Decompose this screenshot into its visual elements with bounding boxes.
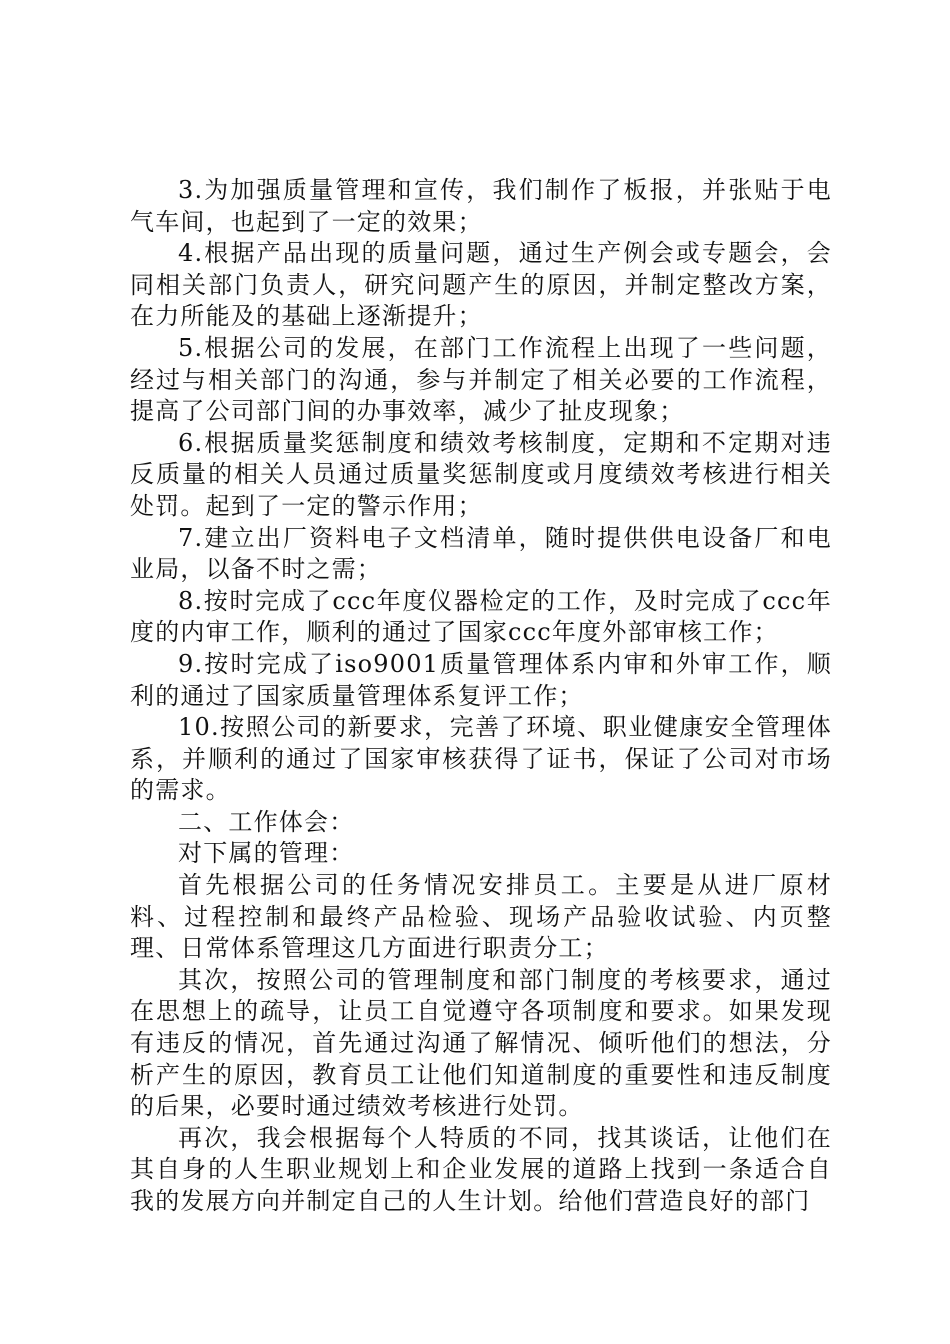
paragraph-item-8: 8.按时完成了ccc年度仪器检定的工作，及时完成了ccc年度的内审工作，顺利的通过了国家ccc年度外部审核工作； xyxy=(130,586,832,647)
paragraph-item-7: 7.建立出厂资料电子文档清单，随时提供供电设备厂和电业局，以备不时之需； xyxy=(130,523,832,584)
paragraph-item-9: 9.按时完成了iso9001质量管理体系内审和外审工作，顺利的通过了国家质量管理体系复评工作； xyxy=(130,649,832,710)
paragraph-third: 再次，我会根据每个人特质的不同，找其谈话，让他们在其自身的人生职业规划上和企业发展的道路上找到一条适合自我的发展方向并制定自己的人生计划。给他们营造良好的部门 xyxy=(130,1123,832,1215)
paragraph-second: 其次，按照公司的管理制度和部门制度的考核要求，通过在思想上的疏导，让员工自觉遵守各项制度和要求。如果发现有违反的情况，首先通过沟通了解情况、倾听他们的想法，分析产生的原因，教育员工让他们知道制度的重要性和违反制度的后果，必要时通过绩效考核进行处罚。 xyxy=(130,965,832,1121)
section-heading: 二、工作体会： xyxy=(178,807,355,836)
paragraph-item-4: 4.根据产品出现的质量问题，通过生产例会或专题会，会同相关部门负责人，研究问题产生的原因，并制定整改方案，在力所能及的基础上逐渐提升； xyxy=(130,239,832,331)
document-body xyxy=(130,175,832,1218)
paragraph-item-10: 10.按照公司的新要求，完善了环境、职业健康安全管理体系，并顺利的通过了国家审核获得了证书，保证了公司对市场的需求。 xyxy=(130,713,832,805)
paragraph-item-3: 3.为加强质量管理和宣传，我们制作了板报，并张贴于电气车间，也起到了一定的效果； xyxy=(130,176,832,236)
paragraph-item-5: 5.根据公司的发展，在部门工作流程上出现了一些问题，经过与相关部门的沟通，参与并制定了相关必要的工作流程，提高了公司部门间的办事效率，减少了扯皮现象； xyxy=(130,333,832,426)
subsection-heading: 对下属的管理： xyxy=(178,839,355,868)
paragraph-item-6: 6.根据质量奖惩制度和绩效考核制度，定期和不定期对违反质量的相关人员通过质量奖惩制度或月度绩效考核进行相关处罚。起到了一定的警示作用； xyxy=(130,428,832,520)
paragraph-first: 首先根据公司的任务情况安排员工。主要是从进厂原材料、过程控制和最终产品检验、现场产品验收试验、内页整理、日常体系管理这几方面进行职责分工； xyxy=(130,871,832,963)
